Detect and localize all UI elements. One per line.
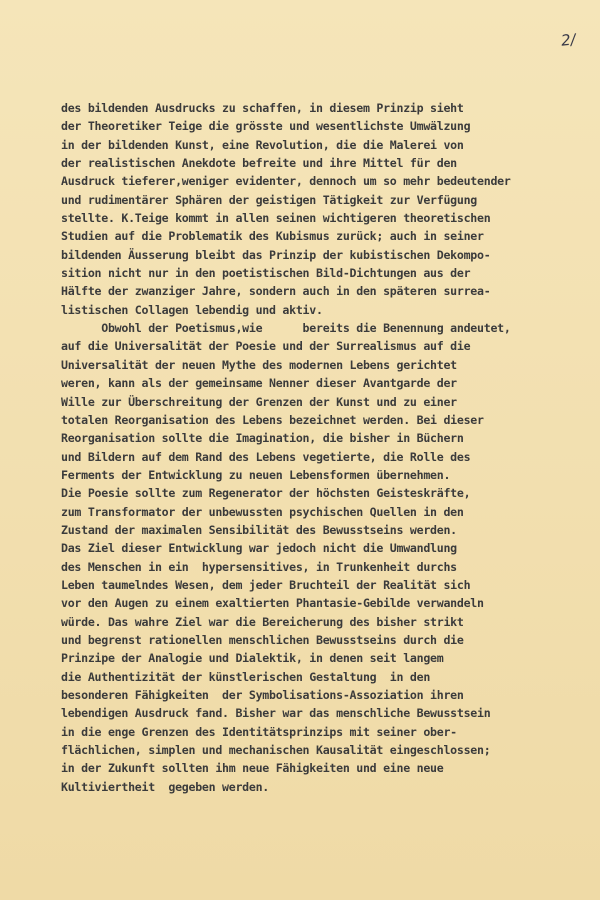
text-line: Zustand der maximalen Sensibilität des Bewusstseins werden. [61,522,457,537]
text-line: des Menschen in ein hypersensitives, in Trunkenheit durchs [61,559,457,574]
body-text [61,99,591,796]
text-line: Das Ziel dieser Entwicklung war jedoch nicht die Umwandlung [61,541,457,556]
text-line: der Theoretiker Teige die grösste und wesentlichste Umwälzung [61,119,471,134]
text-line: Ausdruck tieferer,weniger evidenter, dennoch um so mehr bedeutender [61,174,511,189]
text-line: Kultiviertheit gegeben werden. [61,779,270,794]
text-line: totalen Reorganisation des Lebens bezeichnet werden. Bei dieser [61,412,484,427]
text-line: Universalität der neuen Mythe des modernen Lebens gerichtet [61,357,457,372]
text-line: würde. Das wahre Ziel war die Bereicherung des bisher strikt [61,614,464,629]
text-line: vor den Augen zu einem exaltierten Phantasie-Gebilde verwandeln [61,596,484,611]
text-line: des bildenden Ausdrucks zu schaffen, in diesem Prinzip sieht [61,101,464,115]
text-line: Studien auf die Problematik des Kubismus zurück; auch in seiner [61,229,484,244]
text-line: und begrenst rationellen menschlichen Bewusstseins durch die [61,632,464,647]
text-line: der realistischen Anekdote befreite und ihre Mittel für den [61,156,457,171]
text-line: flächlichen, simplen und mechanischen Kausalität eingeschlossen; [61,743,491,758]
text-line: stellte. K.Teige kommt in allen seinen wichtigeren theoretischen [61,211,491,226]
text-line: besonderen Fähigkeiten der Symbolisations-Assoziation ihren [61,688,464,702]
text-line: Obwohl der Poetismus,wie bereits die Benennung andeutet, [61,321,511,336]
text-line: lebendigen Ausdruck fand. Bisher war das menschliche Bewusstsein [61,706,491,721]
text-line: Die Poesie sollte zum Regenerator der höchsten Geisteskräfte, [61,486,471,501]
text-line: Ferments der Entwicklung zu neuen Lebensformen übernehmen. [61,467,451,482]
text-line: Hälfte der zwanziger Jahre, sondern auch in den späteren surrea- [61,284,491,299]
text-line: und Bildern auf dem Rand des Lebens vegetierte, die Rolle des [61,449,471,464]
text-line: und rudimentärer Sphären der geistigen Tätigkeit zur Verfügung [61,192,478,207]
text-line: in der bildenden Kunst, eine Revolution, die die Malerei von [61,137,464,152]
text-line: sition nicht nur in den poetistischen Bild-Dichtungen aus der [61,266,471,281]
text-line: listischen Collagen lebendig und aktiv. [61,302,323,317]
text-line: Prinzipe der Analogie und Dialektik, in denen seit langem [61,651,444,666]
text-line: Wille zur Überschreitung der Grenzen der Kunst und zu einer [61,394,457,409]
text-line: in die enge Grenzen des Identitätsprinzips mit seiner ober- [61,724,457,739]
text-line: die Authentizität der künstlerischen Gestaltung in den [61,669,431,684]
text-line: Reorganisation sollte die Imagination, die bisher in Büchern [61,431,464,446]
text-line: auf die Universalität der Poesie und der Surrealismus auf die [61,339,471,354]
text-line: zum Transformator der unbewussten psychischen Quellen in den [61,504,464,519]
text-line: bildenden Äusserung bleibt das Prinzip der kubistischen Dekompo- [61,247,491,262]
text-line: weren, kann als der gemeinsame Nenner dieser Avantgarde der [61,376,457,391]
text-line: in der Zukunft sollten ihm neue Fähigkeiten und eine neue [61,761,444,776]
page-number: 2/ [560,30,577,50]
text-line: Leben taumelndes Wesen, dem jeder Bruchteil der Realität sich [61,577,471,592]
